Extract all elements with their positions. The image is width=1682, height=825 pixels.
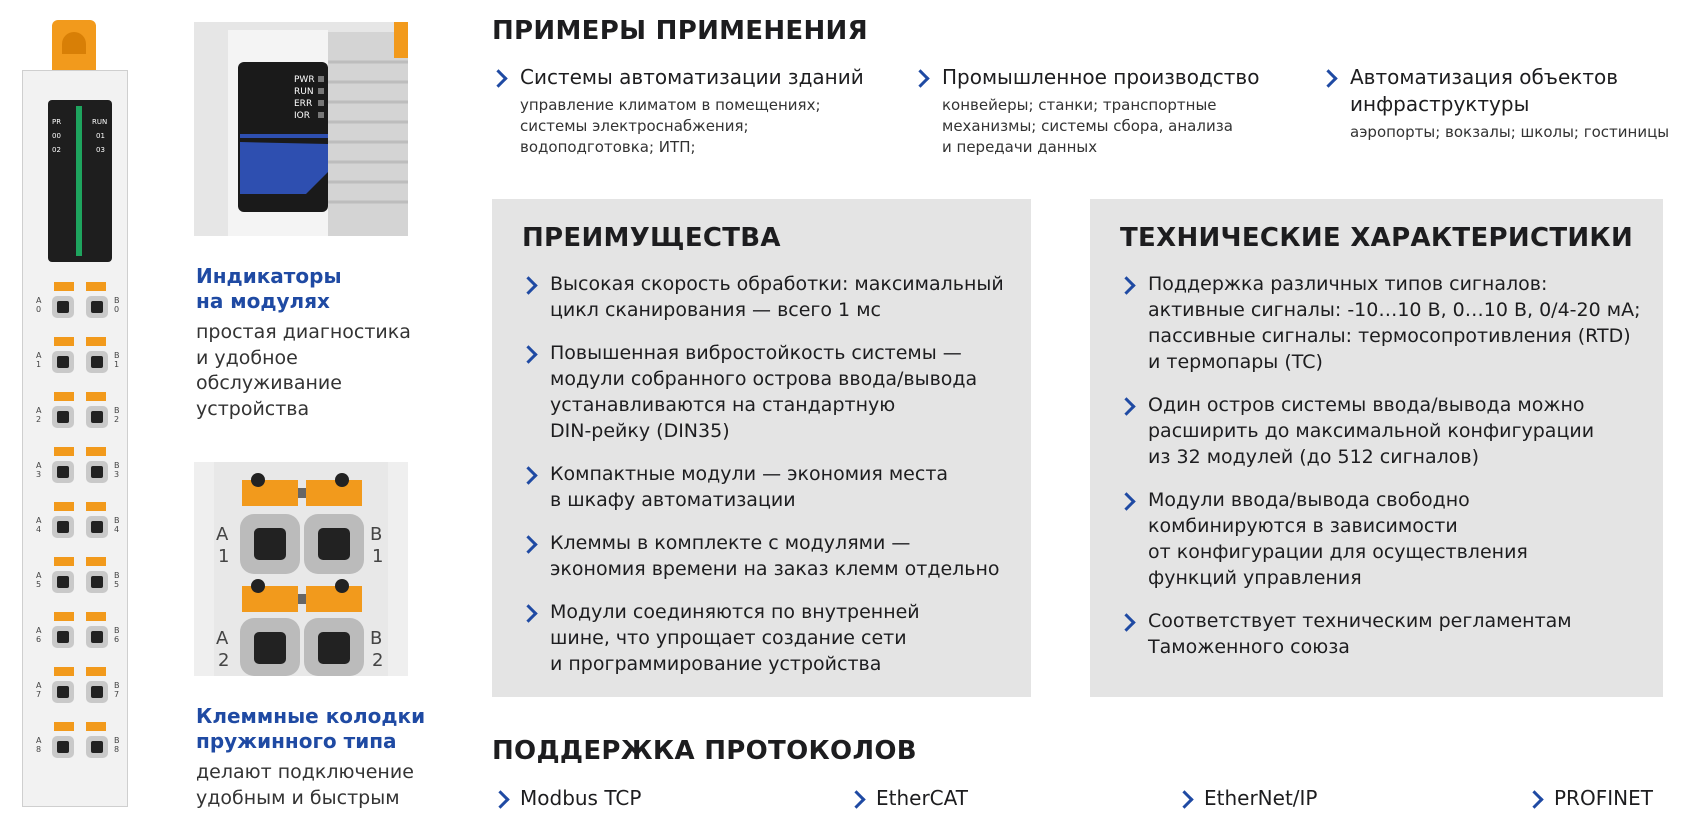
terminal-label: 2 [218, 650, 230, 671]
chevron-right-icon [1117, 492, 1135, 510]
status-label: PR [52, 118, 62, 126]
terminal-socket [86, 626, 108, 648]
terminal-label-a: A 6 [36, 626, 42, 644]
terminal-socket [52, 681, 74, 703]
terminal-label: 1 [218, 546, 230, 567]
advantage-item [522, 340, 1021, 444]
feature-text-terminals: делают подключение удобным и быстрым [196, 761, 414, 809]
terminal-row [52, 612, 110, 658]
terminal-label-b: B 6 [114, 626, 120, 644]
spring-lever [54, 447, 74, 456]
spring-lever [86, 722, 106, 731]
spring-lever [86, 337, 106, 346]
terminal-label: A [216, 628, 229, 649]
spec-item [1120, 608, 1653, 660]
spring-lever [54, 502, 74, 511]
terminal-socket [86, 736, 108, 758]
specs-box [1090, 199, 1663, 697]
chevron-right-icon [519, 535, 537, 553]
terminal-label-a: A 0 [36, 296, 42, 314]
application-item-infrastructure [1326, 64, 1682, 143]
protocol-label: Modbus TCP [520, 786, 642, 810]
chevron-right-icon [1117, 397, 1135, 415]
terminal-row [52, 447, 110, 493]
terminal-label-b: B 3 [114, 461, 120, 479]
protocol-label: EtherNet/IP [1204, 786, 1318, 810]
feature-text-indicators: простая диагностика и удобное обслуживание устройства [196, 321, 411, 420]
status-label: 03 [96, 146, 105, 154]
terminal-socket [52, 516, 74, 538]
protocol-item-modbus [494, 785, 641, 811]
terminal-label: 1 [372, 546, 384, 567]
io-module-illustration [14, 20, 134, 810]
terminal-row [52, 667, 110, 713]
terminal-socket [52, 461, 74, 483]
chevron-right-icon [519, 466, 537, 484]
spec-text: Модули ввода/вывода свободно комбинируются в зависимости от конфигурации для осуществления функций управления [1148, 489, 1528, 589]
terminal-row [52, 557, 110, 603]
spring-lever [86, 667, 106, 676]
protocol-item-ethercat [850, 785, 968, 811]
indicator-label-err: ERR [294, 99, 313, 109]
spec-text: Поддержка различных типов сигналов: активные сигналы: -10…10 В, 0…10 В, 0/4-20 мА; пассивные сигналы: термосопротивления (RTD) и термопары (TC) [1148, 273, 1641, 373]
advantage-text: Клеммы в комплекте с модулями — экономия времени на заказ клемм отдельно [550, 532, 1000, 580]
status-led-strip [76, 106, 82, 256]
terminal-socket [86, 296, 108, 318]
chevron-right-icon [489, 69, 507, 87]
terminal-label-a: A 3 [36, 461, 42, 479]
spring-terminals-photo [194, 462, 408, 676]
spec-item [1120, 487, 1653, 591]
applications-heading: ПРИМЕРЫ ПРИМЕНЕНИЯ [492, 16, 868, 46]
terminal-socket [86, 351, 108, 373]
status-label: 00 [52, 132, 61, 140]
chevron-right-icon [519, 345, 537, 363]
terminal-label-b: B 2 [114, 406, 120, 424]
spring-lever [86, 392, 106, 401]
advantage-item [522, 271, 1021, 323]
status-label: RUN [92, 118, 108, 126]
chevron-right-icon [847, 790, 865, 808]
spring-lever [54, 722, 74, 731]
spec-item [1120, 271, 1653, 375]
terminal-socket [86, 516, 108, 538]
application-desc: управление климатом в помещениях; системы электроснабжения; водоподготовка; ИТП; [520, 96, 821, 156]
spring-lever [54, 612, 74, 621]
advantages-list [522, 271, 1021, 694]
terminal-label-a: A 4 [36, 516, 42, 534]
indicator-label-pwr: PWR [294, 75, 315, 85]
feature-title-indicators: Индикаторы на модулях [196, 264, 342, 313]
protocol-item-ethernetip [1178, 785, 1318, 811]
terminal-socket [52, 571, 74, 593]
application-desc: аэропорты; вокзалы; школы; гостиницы [1350, 123, 1670, 141]
chevron-right-icon [491, 790, 509, 808]
protocols-heading: ПОДДЕРЖКА ПРОТОКОЛОВ [492, 736, 917, 766]
application-title: Автоматизация объектов инфраструктуры [1350, 65, 1618, 116]
advantage-text: Модули соединяются по внутренней шине, что упрощает создание сети и программирование устройства [550, 601, 920, 675]
chevron-right-icon [1319, 69, 1337, 87]
chevron-right-icon [1175, 790, 1193, 808]
feature-title-terminals: Клеммные колодки пружинного типа [196, 704, 426, 753]
terminal-label: B [370, 524, 383, 545]
indicators-photo [194, 22, 408, 236]
spring-lever [86, 502, 106, 511]
chevron-right-icon [1525, 790, 1543, 808]
terminal-label-a: A 7 [36, 681, 42, 699]
terminal-label-a: A 2 [36, 406, 42, 424]
spring-lever [54, 557, 74, 566]
application-item-industry [918, 64, 1322, 158]
terminal-row [52, 392, 110, 438]
protocol-item-profinet [1528, 785, 1653, 811]
terminal-label: 2 [372, 650, 384, 671]
terminal-row [52, 337, 110, 383]
spring-lever [54, 282, 74, 291]
indicator-label-run: RUN [294, 87, 314, 97]
terminal-label: B [370, 628, 383, 649]
chevron-right-icon [519, 276, 537, 294]
terminal-row [52, 502, 110, 548]
module-lock-tab [52, 20, 96, 72]
application-desc: конвейеры; станки; транспортные механизмы; системы сбора, анализа и передачи данных [942, 96, 1233, 156]
terminal-socket [86, 681, 108, 703]
terminal-socket [52, 626, 74, 648]
advantage-text: Высокая скорость обработки: максимальный цикл сканирования — всего 1 мс [550, 273, 1004, 321]
terminal-label-b: B 1 [114, 351, 120, 369]
module-status-panel [48, 100, 112, 262]
advantage-text: Повышенная вибростойкость системы — модули собранного острова ввода/вывода устанавливаются на стандартную DIN-рейку (DIN35) [550, 342, 978, 442]
chevron-right-icon [911, 69, 929, 87]
terminal-label-a: A 5 [36, 571, 42, 589]
spring-lever [86, 557, 106, 566]
spring-lever [86, 447, 106, 456]
terminal-row [52, 282, 110, 328]
terminal-socket [52, 406, 74, 428]
specs-heading: ТЕХНИЧЕСКИЕ ХАРАКТЕРИСТИКИ [1120, 223, 1634, 253]
application-item-buildings [496, 64, 900, 158]
application-title: Промышленное производство [942, 65, 1260, 89]
advantages-box [492, 199, 1031, 697]
spec-text: Соответствует техническим регламентам Таможенного союза [1148, 610, 1572, 658]
spring-lever [54, 392, 74, 401]
status-label: 02 [52, 146, 61, 154]
chevron-right-icon [519, 604, 537, 622]
spring-lever [86, 612, 106, 621]
terminal-label-b: B 5 [114, 571, 120, 589]
application-title: Системы автоматизации зданий [520, 65, 864, 89]
advantage-text: Компактные модули — экономия места в шкафу автоматизации [550, 463, 949, 511]
terminal-label-b: B 7 [114, 681, 120, 699]
terminal-socket [52, 351, 74, 373]
chevron-right-icon [1117, 613, 1135, 631]
advantages-heading: ПРЕИМУЩЕСТВА [522, 223, 781, 253]
terminal-label-a: A 8 [36, 736, 42, 754]
terminal-label-b: B 8 [114, 736, 120, 754]
terminal-row [52, 722, 110, 768]
indicator-label-ior: IOR [294, 111, 310, 121]
spec-text: Один остров системы ввода/вывода можно расширить до максимальной конфигурации из 32 модулей (до 512 сигналов) [1148, 394, 1595, 468]
terminal-socket [52, 736, 74, 758]
chevron-right-icon [1117, 276, 1135, 294]
spring-lever [86, 282, 106, 291]
terminal-socket [86, 406, 108, 428]
spec-item [1120, 392, 1653, 470]
terminal-label-b: B 0 [114, 296, 120, 314]
terminal-socket [86, 571, 108, 593]
protocol-label: PROFINET [1554, 786, 1653, 810]
terminal-label-b: B 4 [114, 516, 120, 534]
spring-lever [54, 667, 74, 676]
status-label: 01 [96, 132, 105, 140]
spring-lever [54, 337, 74, 346]
module-front-graphic [194, 22, 408, 236]
terminal-label: A [216, 524, 229, 545]
terminal-socket [52, 296, 74, 318]
protocol-label: EtherCAT [876, 786, 968, 810]
advantage-item [522, 461, 1021, 513]
advantage-item [522, 599, 1021, 677]
terminal-socket [86, 461, 108, 483]
specs-list [1120, 271, 1653, 677]
advantage-item [522, 530, 1021, 582]
terminal-label-a: A 1 [36, 351, 42, 369]
